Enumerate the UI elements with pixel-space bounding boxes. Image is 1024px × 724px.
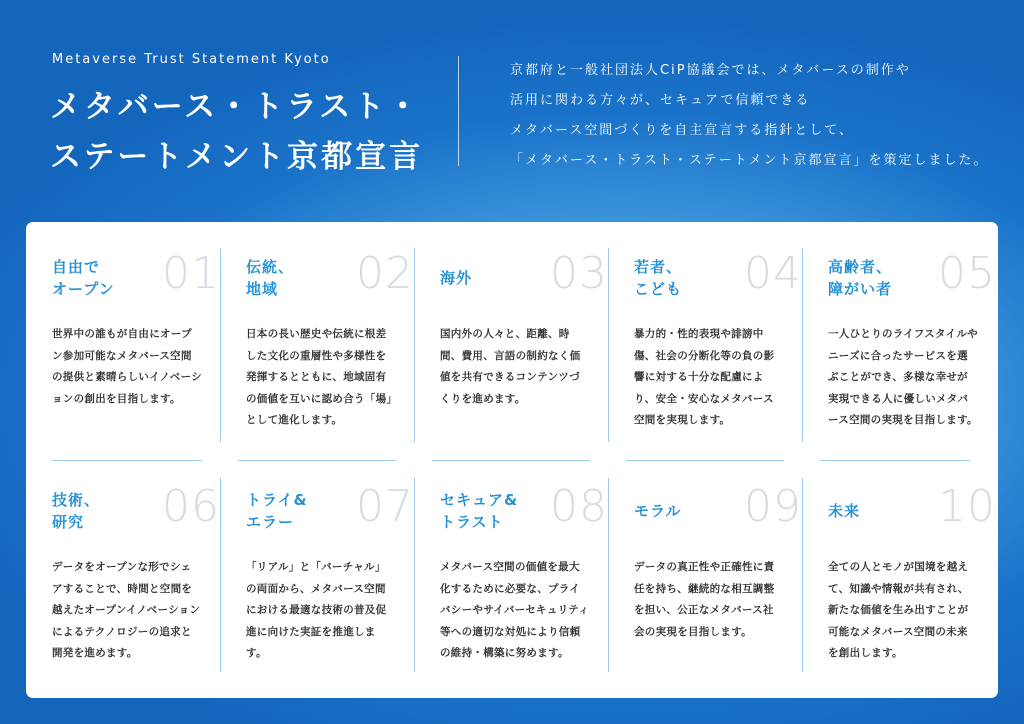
card-header <box>440 481 610 547</box>
principle-description: メタバース空間の価値を最大化するために必要な、プライバシーやサイバーセキュリティ等への適切な対処により信頼の維持・構築に努めます。 <box>440 561 589 659</box>
column-divider <box>414 478 415 672</box>
principle-name <box>828 500 860 522</box>
row-divider <box>820 460 970 461</box>
card-header <box>828 248 998 314</box>
page-title <box>50 82 423 182</box>
principle-name-line-2: エラー <box>246 513 295 531</box>
intro-line: 京都府と一般社団法人CiP協議会では、メタバースの制作や <box>510 63 911 78</box>
card-header <box>52 481 222 547</box>
card-header <box>52 248 222 314</box>
column-divider <box>608 248 609 442</box>
principle-description: 国内外の人々と、距離、時間、費用、言語の制約なく価値を共有できるコンテンツづくりを進めます。 <box>440 328 581 405</box>
principle-name-line-1: 技術、 <box>52 491 101 509</box>
principle-name-line-2: 研究 <box>52 513 85 531</box>
principle-name-line-2: トラスト <box>440 513 504 531</box>
principle-number: 10 <box>938 481 996 532</box>
column-divider <box>220 478 221 672</box>
card-header <box>440 248 610 314</box>
principle-number: 04 <box>744 248 802 299</box>
principle-name-line-1: セキュア& <box>440 491 519 509</box>
principle-name-line-2: こども <box>634 280 683 298</box>
principle-name-line-1: 高齢者、 <box>828 258 893 276</box>
principle-name <box>246 489 308 533</box>
principle-name <box>440 267 472 289</box>
row-divider <box>238 460 396 461</box>
card-header <box>246 248 416 314</box>
header <box>0 0 1024 215</box>
principle-name-line-2: 地域 <box>246 280 279 298</box>
card-header <box>634 481 804 547</box>
principle-name-line-1: トライ& <box>246 491 308 509</box>
principle-description: 「リアル」と「バーチャル」の両面から、メタバース空間における最適な技術の普及促進に向けた実証を推進します。 <box>246 561 387 659</box>
column-divider <box>802 478 803 672</box>
principle-name <box>440 489 518 533</box>
principle-description: 暴力的・性的表現や誹謗中傷、社会の分断化等の負の影響に対する十分な配慮により、安全・安心なメタバース空間を実現します。 <box>634 328 775 426</box>
principle-description: 世界中の誰もが自由にオープン参加可能なメタバース空間の提供と素晴らしいイノベーションの創出を目指します。 <box>52 328 202 405</box>
column-divider <box>802 248 803 442</box>
principle-name-line-1: 若者、 <box>634 258 683 276</box>
principle-name-line-2: 海外 <box>440 269 473 287</box>
principle-name <box>52 256 115 300</box>
principle-name <box>246 256 294 300</box>
principle-number: 08 <box>550 481 608 532</box>
principle-number: 02 <box>356 248 414 299</box>
principle-name-line-2: 障がい者 <box>828 280 893 298</box>
principle-number: 07 <box>356 481 414 532</box>
column-divider <box>608 478 609 672</box>
principle-number: 01 <box>162 248 220 299</box>
principle-name-line-2: オープン <box>52 280 115 298</box>
principles-panel <box>26 222 998 698</box>
subtitle: Metaverse Trust Statement Kyoto <box>52 52 331 67</box>
principle-name <box>828 256 892 300</box>
intro-line: 「メタバース・トラスト・ステートメント京都宣言」を策定しました。 <box>510 153 989 168</box>
column-divider <box>414 248 415 442</box>
row-divider <box>626 460 784 461</box>
principle-description: 一人ひとりのライフスタイルやニーズに合ったサービスを選ぶことができ、多様な幸せが実現できる人に優しいメタバース空間の実現を目指します。 <box>828 328 978 426</box>
principle-description: 全ての人とモノが国境を越えて、知識や情報が共有され、新たな価値を生み出すことが可能なメタバース空間の未来を創出します。 <box>828 561 969 659</box>
principle-number: 03 <box>550 248 608 299</box>
intro-line: メタバース空間づくりを自主宣言する指針として、 <box>510 123 854 138</box>
principle-number: 06 <box>162 481 220 532</box>
principle-name-line-2: モラル <box>634 502 682 520</box>
row-divider <box>432 460 590 461</box>
title-line-1: メタバース・トラスト・ <box>50 89 422 125</box>
card-header <box>634 248 804 314</box>
principle-name <box>634 256 682 300</box>
title-line-2: ステートメント京都宣言 <box>50 139 424 175</box>
principle-description: データの真正性や正確性に責任を持ち、継続的な相互調整を担い、公正なメタバース社会の実現を目指します。 <box>634 561 775 638</box>
principle-description: 日本の長い歴史や伝統に根差した文化の重層性や多様性を発揮するとともに、地域固有の価値を互いに認め合う「場」として進化します。 <box>246 328 392 426</box>
column-divider <box>220 248 221 442</box>
principle-number: 09 <box>744 481 802 532</box>
header-divider <box>458 56 459 166</box>
card-header <box>246 481 416 547</box>
principle-name-line-2: 未来 <box>828 502 861 520</box>
principle-name <box>52 489 100 533</box>
principle-name-line-1: 伝統、 <box>246 258 295 276</box>
principle-name-line-1: 自由で <box>52 258 101 276</box>
row-divider <box>52 460 202 461</box>
principle-description: データをオープンな形でシェアすることで、時間と空間を越えたオープンイノベーションによるテクノロジーの追求と開発を進めます。 <box>52 561 201 659</box>
principle-name <box>634 500 682 522</box>
intro-line: 活用に関わる方々が、セキュアで信頼できる <box>510 93 811 108</box>
intro-text <box>510 56 988 176</box>
principle-number: 05 <box>938 248 996 299</box>
card-header <box>828 481 998 547</box>
